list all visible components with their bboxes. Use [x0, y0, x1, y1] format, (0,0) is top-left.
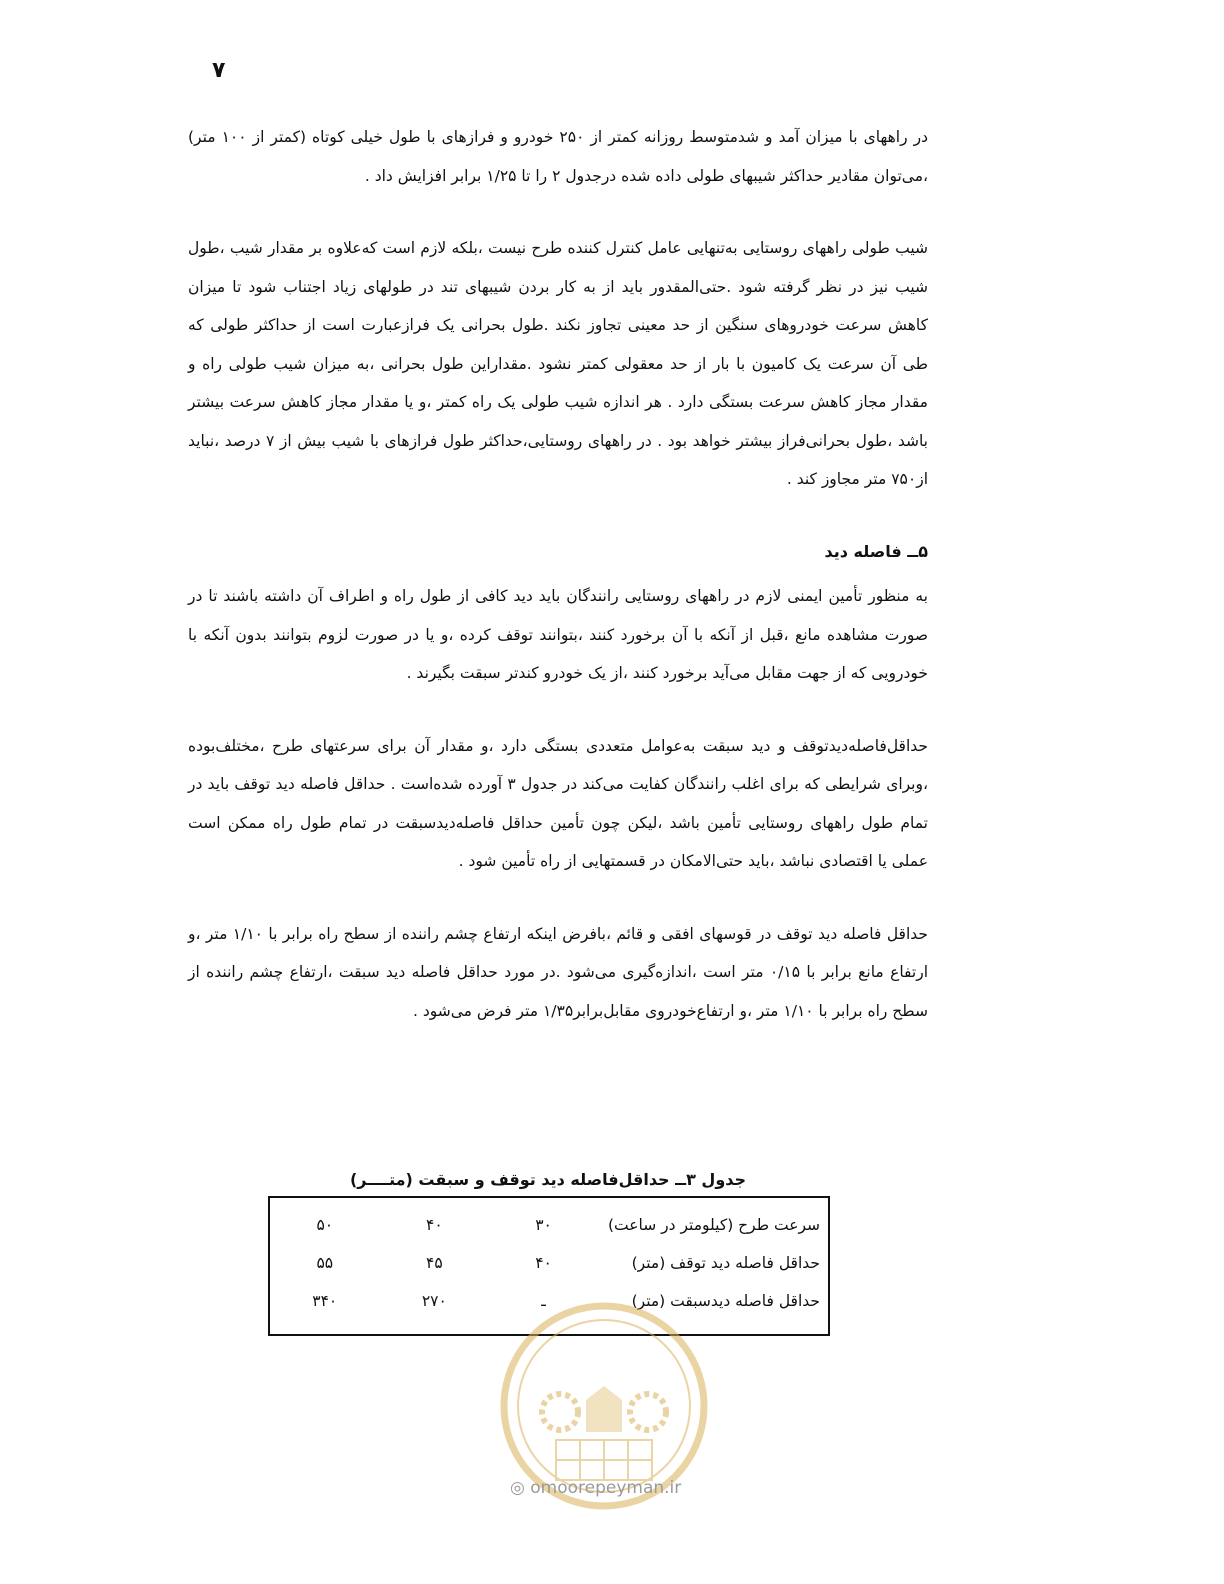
table-cell: ۲۷۰	[421, 1292, 447, 1310]
table-cell: ۵۰	[316, 1216, 334, 1234]
table-cell: ۴۰	[535, 1254, 552, 1272]
paragraph-sight-distance: به منظور تأمین ایمنی لازم در راههای روستایی رانندگان باید دید کافی از طول راه و اطراف آن داشته باشند تا در صورت مشاهده مانع ،قبل از آنکه با آن برخورد کنند ،بتوانند توقف کرده ،و یا در صورت لزوم بتوانند بدون آنکه با خودرویی که از جهت مقابل می‌آید برخورد کنند ،از یک خودرو کندتر سبقت بگیرند .	[188, 587, 928, 682]
paragraph-critical-length: شیب طولی راههای روستایی به‌تنهایی عامل کنترل کننده طرح نیست ،بلکه لازم است که‌علاوه بر مقدار شیب ،طول شیب نیز در نظر گرفته شود .حتی‌المقدور باید از به کار بردن شیبهای تند در طولهای زیاد اجتناب شود تا میزان کاهش سرعت خودروهای سنگین از حد معینی تجاوز نکند .طول بحرانی یک فرازعبارت است از حداکثر طولی که طی آن سرعت یک کامیون با بار از حد معقولی کمتر نشود .مقداراین طول بحرانی ،به میزان شیب طولی راه و مقدار مجاز کاهش سرعت بستگی دارد . هر اندازه شیب طولی یک راه کمتر ،و یا مقدار مجاز کاهش سرعت بیشتر باشد ،طول بحرانی‌فراز بیشتر خواهد بود . در راههای روستایی،حداکثر طول فرازهای با شیب بیش از ۷ درصد ،نباید از۷۵۰ متر مجاوز کند .	[188, 239, 928, 488]
page-body	[188, 118, 928, 1030]
section-heading: ۵ــ فاصله دید	[824, 541, 928, 561]
watermark-icon: ◎	[510, 1478, 525, 1498]
row-label: حداقل فاصله دید توقف (متر)	[631, 1254, 820, 1272]
paragraph-grade-increase: در راههای با میزان آمد و شدمتوسط روزانه کمتر از ۲۵۰ خودرو و فرازهای با طول خیلی کوتاه (کمتر از ۱۰۰ متر) ،می‌توان مقادیر حداکثر شیبهای طولی داده شده درجدول ۲ را تا ۱/۲۵ برابر افزایش داد .	[188, 128, 928, 185]
table-row	[269, 1197, 829, 1244]
table-cell: ۴۰	[426, 1216, 443, 1234]
grid-icon	[556, 1440, 652, 1480]
gear-icon	[542, 1394, 578, 1430]
paragraph-eye-height: حداقل فاصله دید توقف در قوسهای افقی و قائم ،بافرض اینکه ارتفاع چشم راننده از سطح راه برابر با ۱/۱۰ متر ،و ارتفاع مانع برابر با ۰/۱۵ متر است ،اندازه‌گیری می‌شود .در مورد حداقل فاصله دید سبقت ،ارتفاع چشم راننده از سطح راه برابر با ۱/۱۰ متر ،و ارتفاع‌خودروی مقابل‌برابر۱/۳۵ متر فرض می‌شود .	[188, 924, 928, 1020]
gear-icon	[630, 1394, 666, 1430]
table-cell: ۳۴۰	[312, 1292, 338, 1310]
table-row	[269, 1244, 829, 1282]
table-cell: ۳۰	[535, 1216, 552, 1234]
paragraph-minimum-sight: حداقل‌فاصله‌دیدتوقف و دید سبقت به‌عوامل متعددی بستگی دارد ،و مقدار آن برای سرعتهای طرح ،مختلف‌بوده ،وبرای شرایطی که برای اغلب رانندگان کفایت می‌کند در جدول ۳ آورده شده‌است . حداقل فاصله دید توقف باید در تمام طول راههای روستایی تأمین باشد ،لیکن چون تأمین حداقل فاصله‌دیدسبقت در تمام طول راه ممکن است عملی یا اقتصادی نباشد ،باید حتی‌الامکان در قسمتهایی از راه تأمین شود .	[188, 736, 928, 870]
row-label: حداقل فاصله دیدسبقت (متر)	[631, 1292, 820, 1310]
table-title: جدول ۳ــ حداقل‌فاصله دید توقف و سبقت (متــــر)	[349, 1170, 747, 1189]
table-cell: ۴۵	[426, 1254, 443, 1272]
row-label: سرعت طرح (کیلومتر در ساعت)	[608, 1216, 820, 1234]
watermark-text: omoorepeyman.ir	[530, 1478, 682, 1498]
watermark	[510, 1478, 681, 1498]
table-cell: ـ	[541, 1292, 546, 1310]
building-icon	[586, 1386, 622, 1432]
page-number: ۷	[212, 58, 226, 83]
table-cell: ۵۵	[316, 1254, 334, 1272]
